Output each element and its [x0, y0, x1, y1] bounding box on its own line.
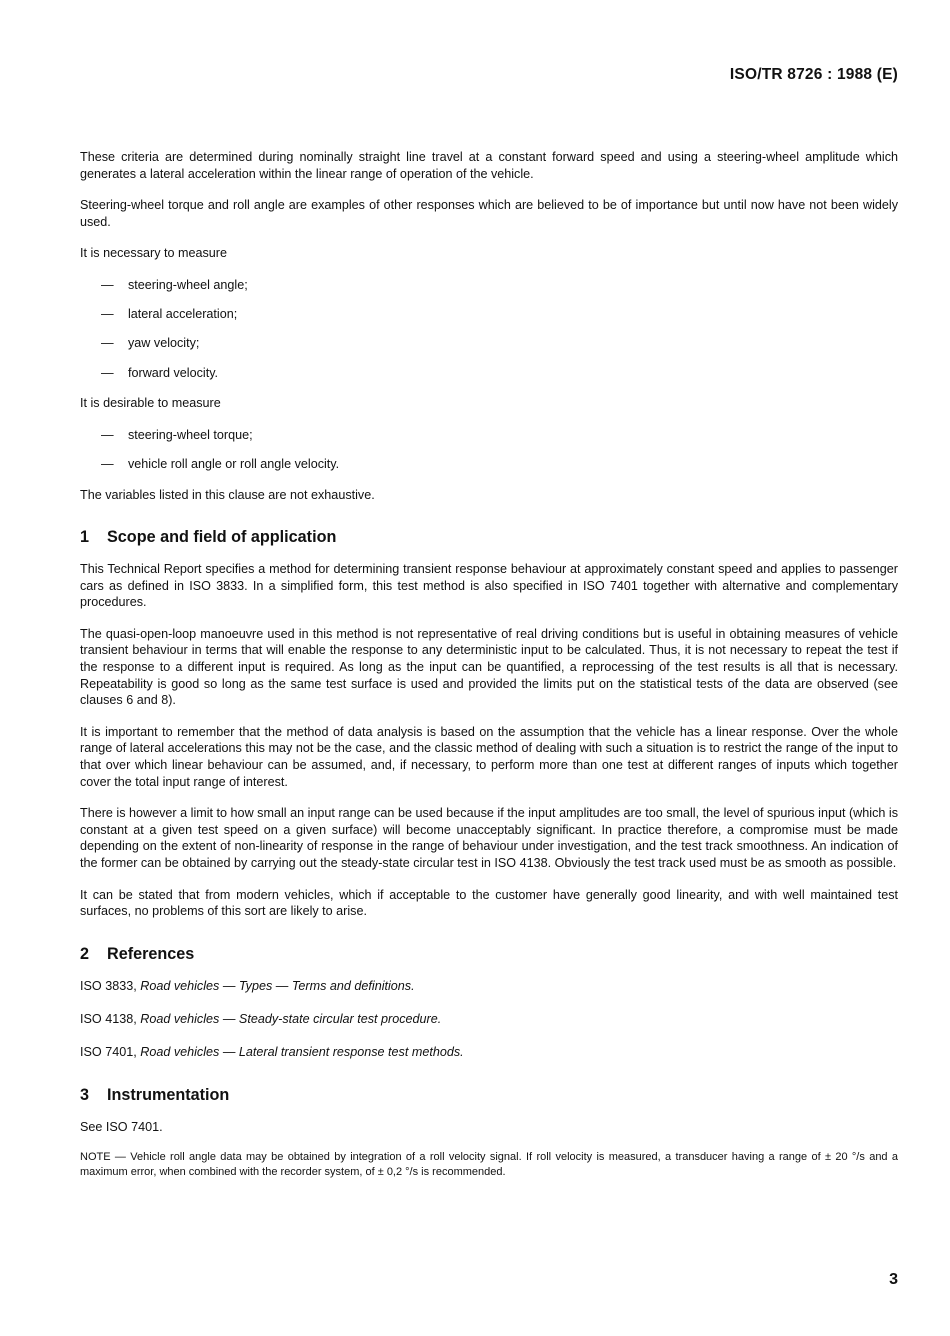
- section-2-heading: [80, 944, 898, 964]
- section-1-paragraph-2: The quasi-open-loop manoeuvre used in this method is not representative of real driving conditions but is useful in obtaining measures of vehicle transient behaviour in terms that will enable the response to any deterministic input to be calculated. Thus, it is not necessary to repeat the test if the response to a different input is required. As long as the input can be quantified, a reprocessing of the test results is all that is necessary. Repeatability is good so long as the same test surface is used and provided the limits put on the statistical tests of the data are observed (see clauses 6 and 8).: [80, 626, 898, 708]
- dash-bullet: —: [101, 307, 114, 322]
- desirable-lead: It is desirable to measure: [80, 396, 221, 411]
- section-1-heading: [80, 527, 898, 547]
- page-body: [80, 149, 898, 1180]
- section-number: 2: [80, 944, 90, 963]
- dash-bullet: —: [101, 336, 114, 351]
- desirable-list: [80, 427, 898, 473]
- list-item: — yaw velocity;: [80, 335, 898, 352]
- reference-entry: ISO 4138, Road vehicles — Steady-state circular test procedure.: [80, 1011, 442, 1026]
- dash-bullet: —: [101, 277, 114, 292]
- section-1-paragraph-1: This Technical Report specifies a method for determining transient response behaviour at approximately constant speed and applies to passenger cars as defined in ISO 3833. In a simplified form, this test method is also specified in ISO 7401 together with alternative and complementary procedures.: [80, 562, 898, 610]
- intro-closing: The variables listed in this clause are not exhaustive.: [80, 487, 375, 502]
- section-title: Scope and field of application: [107, 528, 337, 547]
- intro-paragraph-1: These criteria are determined during nominally straight line travel at a constant forward speed and using a steering-wheel amplitude which generates a lateral acceleration within the linear range of operation of the vehicle.: [80, 150, 898, 181]
- section-title: References: [107, 944, 195, 963]
- list-item: — steering-wheel angle;: [80, 277, 898, 294]
- section-1-paragraph-3: It is important to remember that the method of data analysis is based on the assumption that the vehicle has a linear response. Over the whole range of lateral accelerations this may not be the case, and the classic method of dealing with such a situation is to restrict the range of the input to that over which linear behaviour can be assumed, and, if necessary, to perform more than one test at different ranges of inputs which together cover the total input range of interest.: [80, 724, 898, 789]
- section-number: 3: [80, 1085, 90, 1104]
- intro-paragraph-2: Steering-wheel torque and roll angle are examples of other responses which are believed to be of importance but until now have not been widely used.: [80, 198, 898, 229]
- instrumentation-note: NOTE — Vehicle roll angle data may be obtained by integration of a roll velocity signal. If roll velocity is measured, a transducer having a range of ± 20 °/s and a maximum error, when combined with the recorder system, of ± 0,2 °/s is recommended.: [80, 1151, 898, 1179]
- page-number: 3: [889, 1271, 898, 1288]
- document-id-header: ISO/TR 8726 : 1988 (E): [729, 66, 898, 83]
- section-1-paragraph-4: There is however a limit to how small an input range can be used because if the input amplitudes are too small, the level of spurious input (which is constant at a given test speed on a given surface) will become unacceptably significant. In practice therefore, a compromise must be made depending on the extent of non-linearity of response in the range of behaviour under investigation, and the test track smoothness. An indication of the former can be obtained by carrying out the steady-state circular test in ISO 4138. Obviously the test track used must be as smooth as possible.: [80, 806, 898, 870]
- necessary-lead: It is necessary to measure: [80, 246, 227, 261]
- list-item: — steering-wheel torque;: [80, 427, 898, 444]
- reference-entry: ISO 3833, Road vehicles — Types — Terms and definitions.: [80, 978, 415, 993]
- section-3-heading: [80, 1085, 898, 1105]
- list-item: — forward velocity.: [80, 365, 898, 382]
- section-number: 1: [80, 528, 90, 547]
- section-3-paragraph-1: See ISO 7401.: [80, 1119, 163, 1134]
- dash-bullet: —: [101, 365, 114, 380]
- list-item: — vehicle roll angle or roll angle velocity.: [80, 456, 898, 473]
- reference-entry: ISO 7401, Road vehicles — Lateral transient response test methods.: [80, 1044, 464, 1059]
- section-title: Instrumentation: [107, 1085, 230, 1104]
- dash-bullet: —: [101, 456, 114, 471]
- dash-bullet: —: [101, 427, 114, 442]
- list-item: — lateral acceleration;: [80, 306, 898, 323]
- section-1-paragraph-5: It can be stated that from modern vehicles, which if acceptable to the customer have generally good linearity, and with well maintained test surfaces, no problems of this sort are likely to arise.: [80, 887, 898, 919]
- necessary-list: [80, 277, 898, 381]
